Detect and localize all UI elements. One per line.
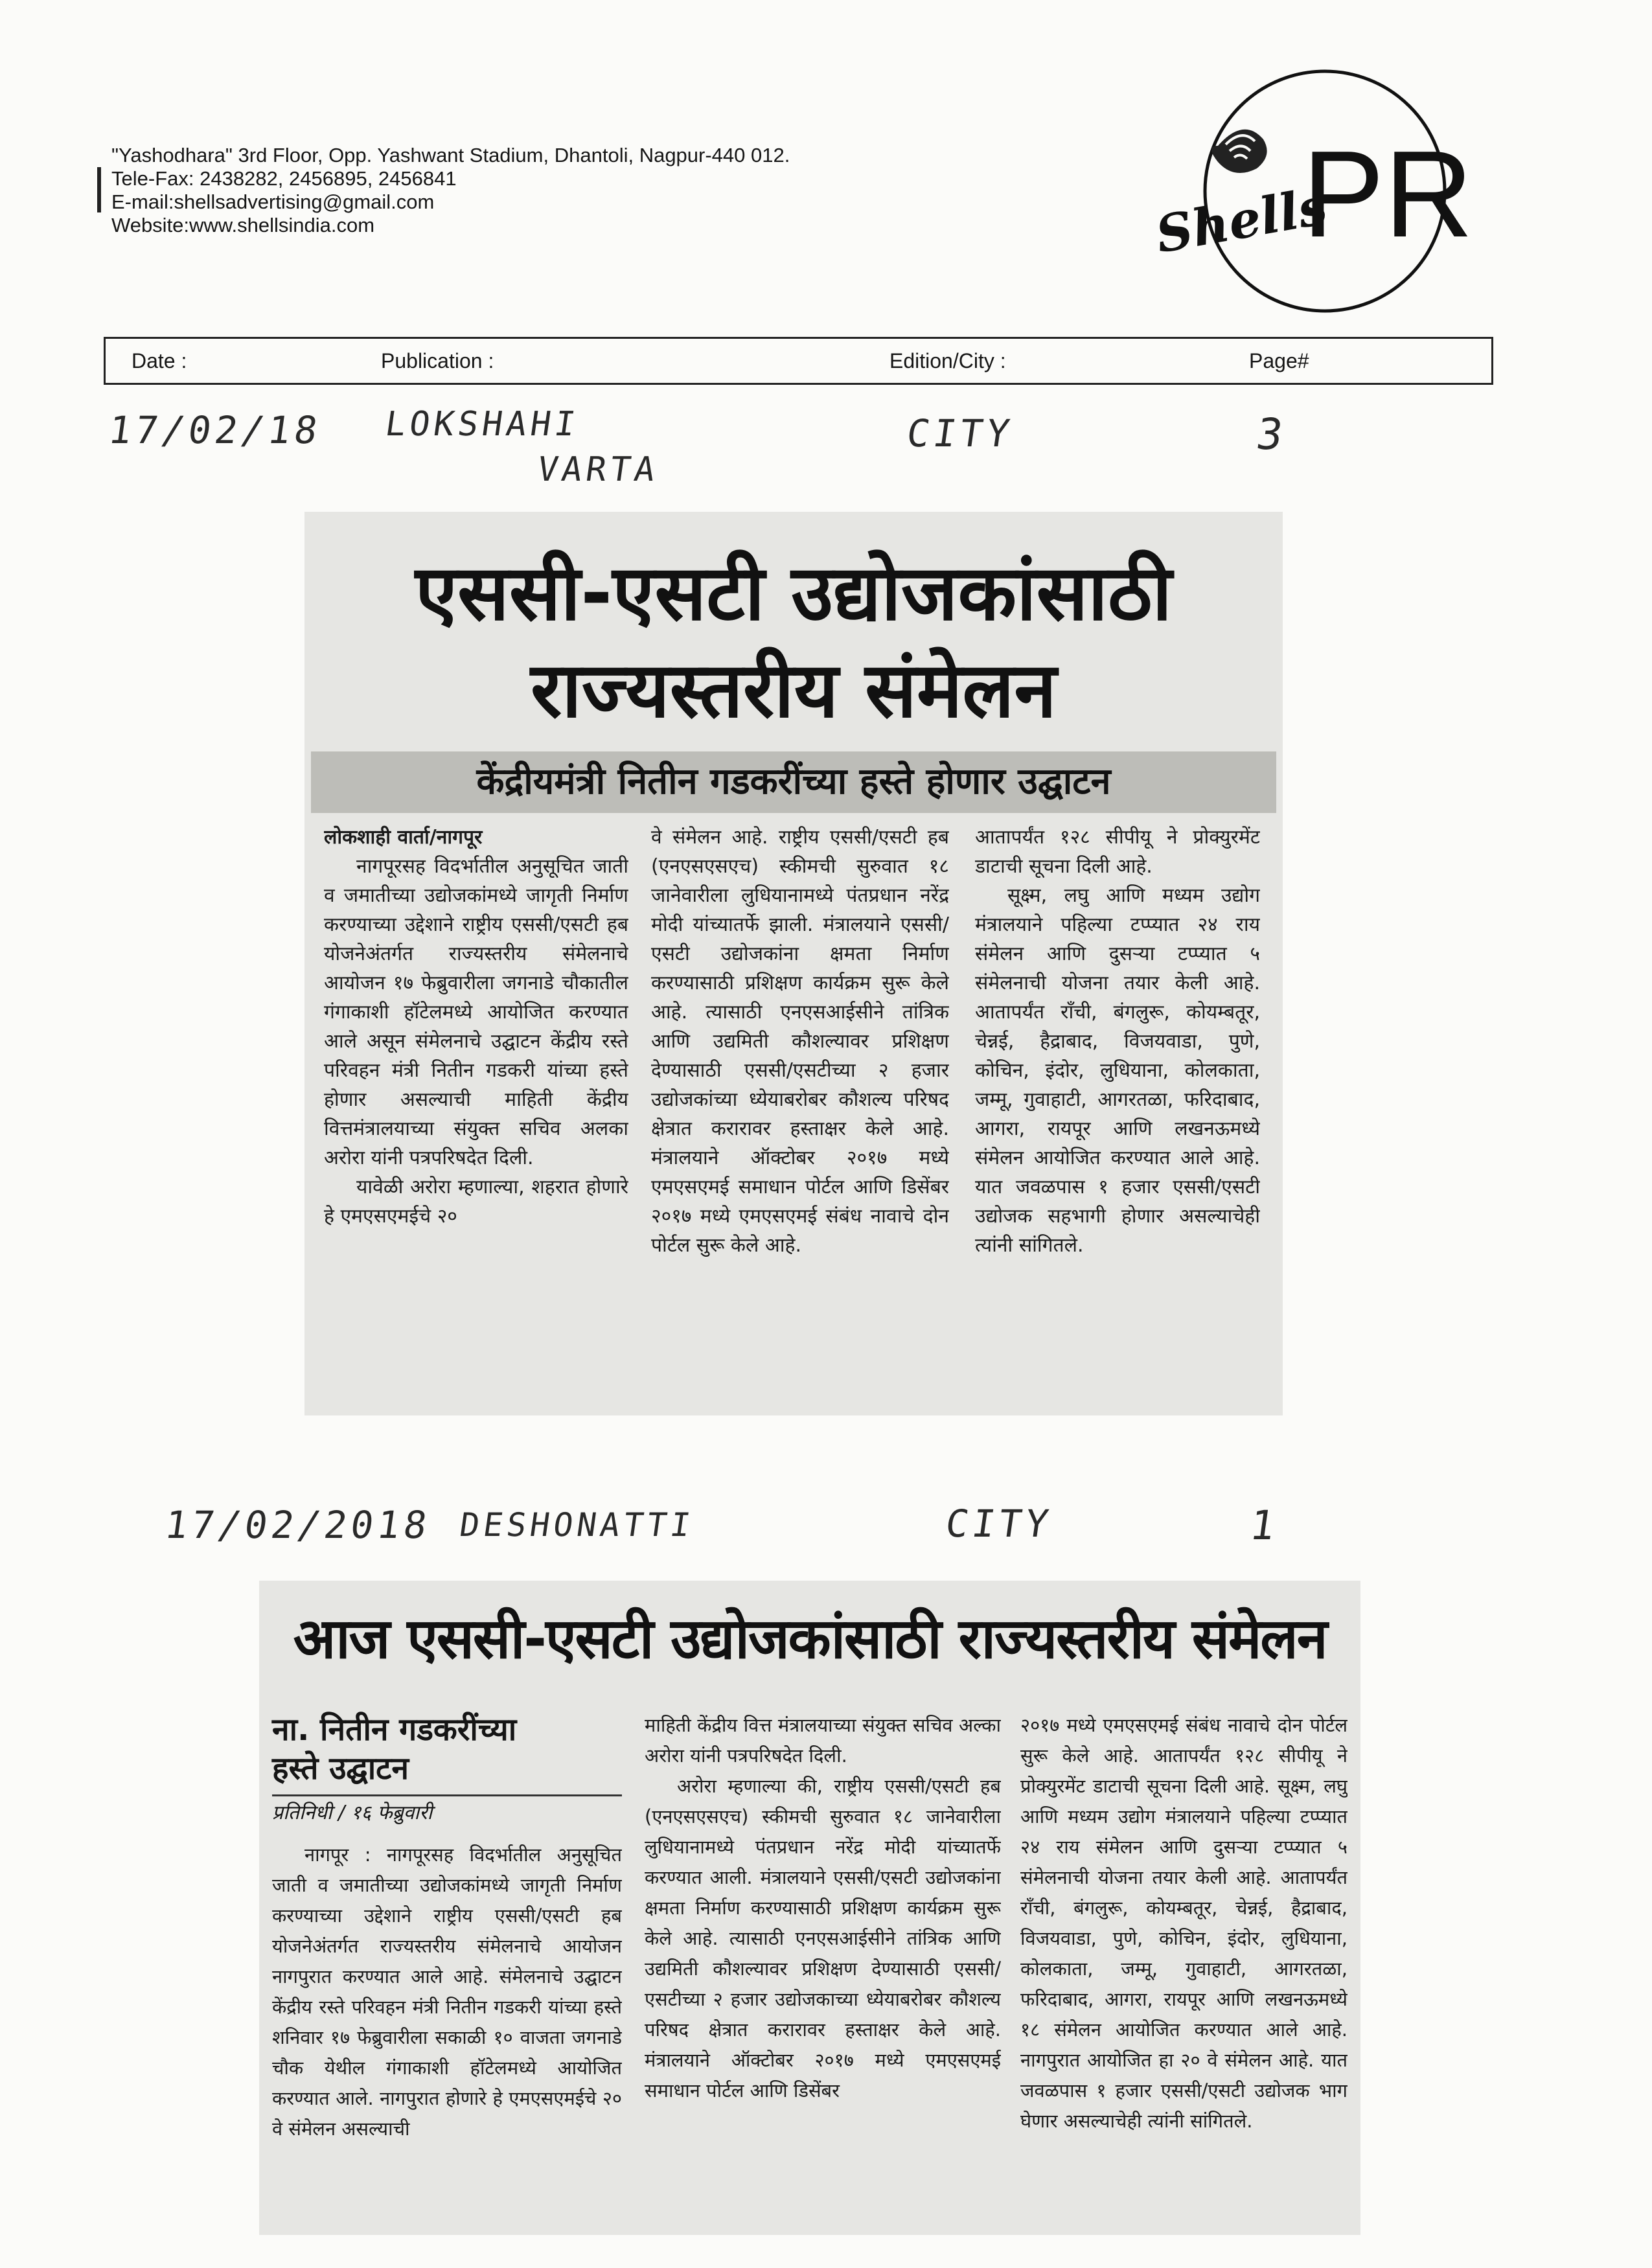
date-label: Date : bbox=[132, 349, 187, 372]
clip2-col1-para: नागपूर : नागपूरसह विदर्भातील अनुसूचित जाती व जमातीच्या उद्योजकांमध्ये जागृती निर्माण करण्याच्या उद्देशाने राष्ट्रीय एससी/एसटी हब योजनेअंतर्गत राज्यस्तरीय संमेलनाचे आयोजन नागपुरात करण्यात आले आहे. संमेलनाचे उद्घाटन केंद्रीय रस्ते परिवहन मंत्री नितीन गडकरी यांच्या हस्ते शनिवार १७ फेब्रुवारीला सकाळी १० वाजता जगनाडे चौक येथील गंगाकाशी हॉटेलमध्ये आयोजित करण्यात आले. नागपुरात होणारे हे एमएसएमईचे २० वे संमेलन असल्याची bbox=[272, 1844, 622, 2140]
clip1-column-3 bbox=[975, 823, 1260, 1403]
clip1-col1-para: नागपूरसह विदर्भातील अनुसूचित जाती व जमातीच्या उद्योजकांमध्ये जागृती निर्माण करण्याच्या उद्देशाने राष्ट्रीय एससी/एसटी हब योजनेअंतर्गत राज्यस्तरीय संमेलनाचे आयोजन १७ फेब्रुवारीला जगनाडे चौकातील गंगाकाशी हॉटेलमध्ये आयोजित करण्यात आले असून संमेलनाचे उद्घाटन केंद्रीय रस्ते परिवहन मंत्री नितीन गडकरी यांच्या हस्ते होणार असल्याची माहिती केंद्रीय वित्तमंत्रालयाच्या संयुक्त सचिव अलका अरोरा यांनी पत्रपरिषदेत दिली. bbox=[324, 855, 628, 1169]
address-line: "Yashodhara" 3rd Floor, Opp. Yashwant Stadium, Dhantoli, Nagpur-440 012. bbox=[111, 144, 790, 166]
address-rule bbox=[97, 167, 101, 212]
entry2-city: CITY bbox=[943, 1502, 1055, 1546]
clip2-column-1 bbox=[272, 1840, 622, 2222]
clip2-column-3 bbox=[1020, 1710, 1348, 2222]
entry2-date: 17/02/2018 bbox=[162, 1503, 433, 1547]
clip1-column-1 bbox=[324, 823, 628, 1403]
shells-pr-logo bbox=[1121, 68, 1477, 327]
clip2-col3-para: २०१७ मध्ये एमएसएमई संबंध नावाचे दोन पोर्टल सुरू केले आहे. आतापर्यंत १२८ सीपीयू ने प्रोक्युरमेंट डाटाची सूचना दिली आहे. सूक्ष्म, लघु आणि मध्यम उद्योग मंत्रालयाने पहिल्या टप्प्यात २४ राय संमेलन आणि दुसऱ्या टप्प्यात ५ संमेलनाची योजना तयार केली आहे. आतापर्यंत रॉंची, बंगलुरू, कोयम्बतूर, चेन्नई, हैद्राबाद, विजयवाडा, पुणे, कोचिन, इंदोर, लुधियाना, कोलकाता, जम्मू, गुवाहाटी, आगरतळा, फरिदाबाद, आगरा, रायपूर आणि लखनऊमध्ये १८ संमेलन आयोजित करण्यात आले आहे. नागपुरात आयोजित हा २० वे संमेलन आहे. यात जवळपास १ हजार एससी/एसटी उद्योजक भाग घेणार असल्याचेही त्यांनी सांगितले. bbox=[1020, 1714, 1348, 2132]
entry1-page: 3 bbox=[1253, 409, 1291, 459]
clip1-headline-line2: राज्यस्तरीय संमेलन bbox=[530, 645, 1057, 735]
entry1-city: CITY bbox=[904, 411, 1016, 455]
phone-line: Tele-Fax: 2438282, 2456895, 2456841 bbox=[111, 167, 457, 190]
entry1-publication-line1: LOKSHAHI bbox=[382, 405, 582, 444]
entry1-publication-line2: VARTA bbox=[534, 450, 661, 489]
logo-pr: PR bbox=[1302, 126, 1473, 263]
clip1-headline-line1: एससी-एसटी उद्योजकांसाठी bbox=[415, 548, 1173, 637]
meta-box bbox=[104, 337, 1493, 385]
email-line: E-mail:shellsadvertising@gmail.com bbox=[111, 190, 435, 213]
clip1-col3-para: सूक्ष्म, लघु आणि मध्यम उद्योग मंत्रालयाने पहिल्या टप्प्यात २४ राय संमेलन आणि दुसऱ्या टप्प्यात ५ संमेलनाची योजना तयार केली आहे. आतापर्यंत रॉंची, बंगलुरू, कोयम्बतूर, चेन्नई, हैद्राबाद, विजयवाडा, पुणे, कोचिन, इंदोर, लुधियाना, कोलकाता, जम्मू, गुवाहाटी, आगरतळा, फरिदाबाद, आगरा, रायपूर आणि लखनऊमध्ये संमेलन आयोजित करण्यात आले आहे. यात जवळपास १ हजार एससी/एसटी उद्योजक सहभागी होणार असल्याचेही त्यांनी सांगितले. bbox=[975, 884, 1260, 1257]
logo-brand: Shells bbox=[1151, 176, 1332, 265]
publication-label: Publication : bbox=[381, 349, 494, 372]
letterhead-address bbox=[111, 144, 790, 237]
clip2-col2-para: माहिती केंद्रीय वित्त मंत्रालयाच्या संयुक्त सचिव अल्का अरोरा यांनी पत्रपरिषदेत दिली. bbox=[645, 1714, 1001, 1767]
clip1-column-2 bbox=[651, 823, 949, 1403]
page-label: Page# bbox=[1249, 349, 1309, 372]
clip1-byline: लोकशाही वार्ता/नागपूर bbox=[324, 826, 483, 849]
clip2-subheadline-line2: हस्ते उद्घाटन bbox=[272, 1750, 409, 1787]
entry2-publication: DESHONATTI bbox=[457, 1506, 697, 1544]
clip2-col2-para: अरोरा म्हणाल्या की, राष्ट्रीय एससी/एसटी हब (एनएसएसएच) स्कीमची सुरुवात १८ जानेवारीला लुधियानामध्ये पंतप्रधान नरेंद्र मोदी यांच्यातर्फे करण्यात आली. मंत्रालयाने एससी/एसटी उद्योजकांना क्षमता निर्माण करण्यासाठी प्रशिक्षण कार्यक्रम सुरू केले आहे. त्यासाठी एनएसआईसीने तांत्रिक आणि उद्यमिती कौशल्यावर प्रशिक्षण देण्यासाठी एससी/एसटीच्या २ हजार उद्योजकाच्या ध्येयाबरोबर कौशल्य परिषद क्षेत्रात करारावर हस्ताक्षर केले आहे. मंत्रालयाने ऑक्टोबर २०१७ मध्ये एमएसएमई समाधान पोर्टल आणि डिसेंबर bbox=[645, 1775, 1001, 2102]
entry2-page: 1 bbox=[1246, 1502, 1282, 1549]
clip1-subheadline: केंद्रीयमंत्री नितीन गडकरींच्या हस्ते होणार उद्घाटन bbox=[476, 761, 1111, 803]
clip2-subheadline-line1: ना. नितीन गडकरींच्या bbox=[272, 1712, 517, 1748]
clip2-column-2 bbox=[645, 1710, 1001, 2222]
website-line: Website:www.shellsindia.com bbox=[111, 214, 375, 236]
clip2-byline: प्रतिनिधी / १६ फेब्रुवारी bbox=[272, 1794, 622, 1826]
clip2-subheadline-block bbox=[272, 1710, 622, 1826]
entry1-date: 17/02/18 bbox=[106, 408, 325, 452]
clip1-col3-para: आतापर्यंत १२८ सीपीयू ने प्रोक्युरमेंट डाटाची सूचना दिली आहे. bbox=[975, 826, 1260, 878]
clip1-col1-para: यावेळी अरोरा म्हणाल्या, शहरात होणारे हे एमएसएमईचे २० bbox=[324, 1176, 628, 1228]
clip2-headline: आज एससी-एसटी उद्योजकांसाठी राज्यस्तरीय संमेलन bbox=[293, 1607, 1327, 1671]
clip1-col2-para: वे संमेलन आहे. राष्ट्रीय एससी/एसटी हब (एनएसएसएच) स्कीमची सुरुवात १८ जानेवारीला लुधियानामध्ये पंतप्रधान नरेंद्र मोदी यांच्यातर्फे झाली. मंत्रालयाने एससी/एसटी उद्योजकांना क्षमता निर्माण करण्यासाठी प्रशिक्षण कार्यक्रम सुरू केले आहे. त्यासाठी एनएसआईसीने तांत्रिक आणि उद्यमिती कौशल्यावर प्रशिक्षण देण्यासाठी एससी/एसटीच्या २ हजार उद्योजकांच्या ध्येयाबरोबर कौशल्य परिषद क्षेत्रात करारावर हस्ताक्षर केले आहे. मंत्रालयाने ऑक्टोबर २०१७ मध्ये एमएसएमई समाधान पोर्टल आणि डिसेंबर २०१७ मध्ये एमएसएमई संबंध नावाचे दोन पोर्टल सुरू केले आहे. bbox=[651, 826, 949, 1257]
edition-label: Edition/City : bbox=[889, 349, 1006, 372]
